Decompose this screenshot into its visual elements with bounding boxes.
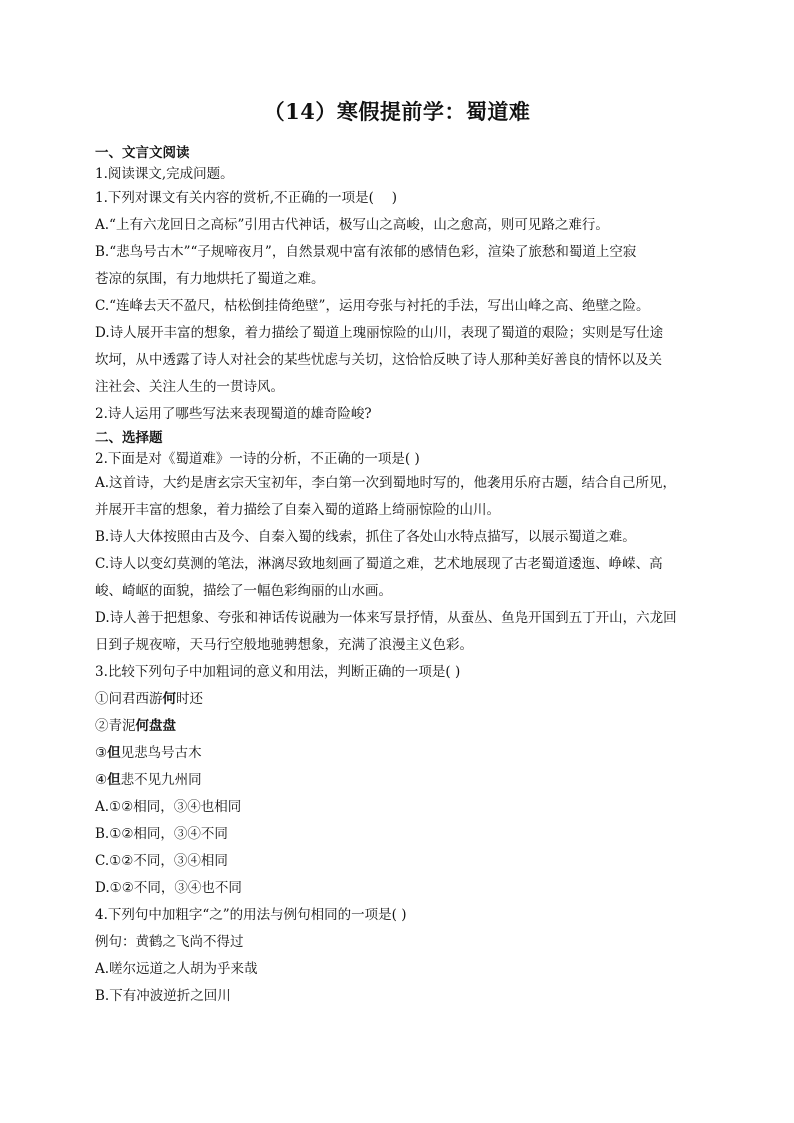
question-2-option-d-cont: 日到子规夜啼，天马行空般地驰骋想象，充满了浪漫主义色彩。 [95,637,473,653]
question-2-stem: 2.下面是对《蜀道难》一诗的分析，不正确的一项是( ) [95,451,420,467]
question-2-option-c-cont: 峻、崎岖的面貌，描绘了一幅色彩绚丽的山水画。 [95,583,392,599]
question-1-option-d: D.诗人展开丰富的想象，着力描绘了蜀道上瑰丽惊险的山川，表现了蜀道的艰险；实则是写仕途 [95,325,664,341]
question-1-option-b: B.“悲鸟号古木”“子规啼夜月”，自然景观中富有浓郁的感情色彩，渲染了旅愁和蜀道上空寂 [95,244,637,260]
sentence-text: ④ [95,772,108,788]
question-1-option-d-cont: 坎坷，从中透露了诗人对社会的某些忧虑与关切，这恰恰反映了诗人那种美好善良的情怀以及关 [95,352,662,368]
bold-word: 但 [107,772,121,788]
question-4-option-b: B.下有冲波逆折之回川 [95,988,231,1004]
question-4-option-a: A.嗟尔远道之人胡为乎来哉 [95,961,258,977]
question-3-sentence-2 [95,713,705,740]
question-1-option-d-cont: 注社会、关注人生的一贯诗风。 [95,379,284,395]
bold-word: 何 [162,691,176,707]
section-heading-2: 二、选择题 [95,430,163,446]
question-2-option-d: D.诗人善于把想象、夸张和神话传说融为一体来写景抒情，从蚕丛、鱼凫开国到五丁开山，六龙回 [95,610,677,626]
page-title: （14）寒假提前学：蜀道难 [263,99,531,124]
sentence-text: ①问君西游 [95,691,163,707]
question-4-example: 例句：黄鹤之飞尚不得过 [95,934,244,950]
bold-word: 何盘盘 [135,718,176,734]
question-3-option-b: B.①②相同，③④不同 [95,826,228,842]
question-1-stem: 1.下列对课文有关内容的赏析,不正确的一项是( ) [95,190,397,206]
question-1-option-a: A.“上有六龙回日之高标”引用古代神话，极写山之高峻，山之愈高，则可见路之难行。 [95,217,609,233]
question-3-stem: 3.比较下列句子中加粗词的意义和用法，判断正确的一项是( ) [95,664,461,680]
question-1-option-b-cont: 苍凉的氛围，有力地烘托了蜀道之难。 [95,271,325,287]
question-3-option-d: D.①②不同，③④也不同 [95,880,242,896]
question-2-reading: 2.诗人运用了哪些写法来表现蜀道的雄奇险峻? [95,406,372,422]
sentence-text: ③ [95,745,108,761]
question-2-option-a-cont: 并展开丰富的想象，着力描绘了自秦入蜀的道路上绮丽惊险的山川。 [95,502,500,518]
sentence-text: 见悲鸟号古木 [120,745,202,761]
question-1-option-c: C.“连峰去天不盈尺，枯松倒挂倚绝壁”，运用夸张与衬托的手法，写出山峰之高、绝壁之险。 [95,298,650,314]
sentence-text: ②青泥 [95,718,136,734]
sentence-text: 时还 [176,691,203,707]
sentence-text: 悲不见九州同 [120,772,202,788]
question-3-sentence-1 [95,686,705,713]
document-body [95,143,705,1010]
question-2-option-a: A.这首诗，大约是唐玄宗天宝初年，李白第一次到蜀地时写的，他袭用乐府古题，结合自己所见， [95,475,677,491]
question-3-option-c: C.①②不同，③④相同 [95,853,228,869]
section-heading-1: 一、文言文阅读 [95,145,190,161]
question-4-stem: 4.下列句中加粗字“之”的用法与例句相同的一项是( ) [95,907,407,923]
question-3-option-a: A.①②相同，③④也相同 [95,799,242,815]
question-2-option-c: C.诗人以变幻莫测的笔法，淋漓尽致地刻画了蜀道之难，艺术地展现了古老蜀道逶迤、峥嵘、高 [95,556,663,572]
reading-intro: 1.阅读课文,完成问题。 [95,166,234,182]
question-3-sentence-3 [95,740,705,767]
question-2-option-b: B.诗人大体按照由古及今、自秦入蜀的线索，抓住了各处山水特点描写，以展示蜀道之难。 [95,529,636,545]
bold-word: 但 [107,745,121,761]
question-3-sentence-4 [95,767,705,794]
